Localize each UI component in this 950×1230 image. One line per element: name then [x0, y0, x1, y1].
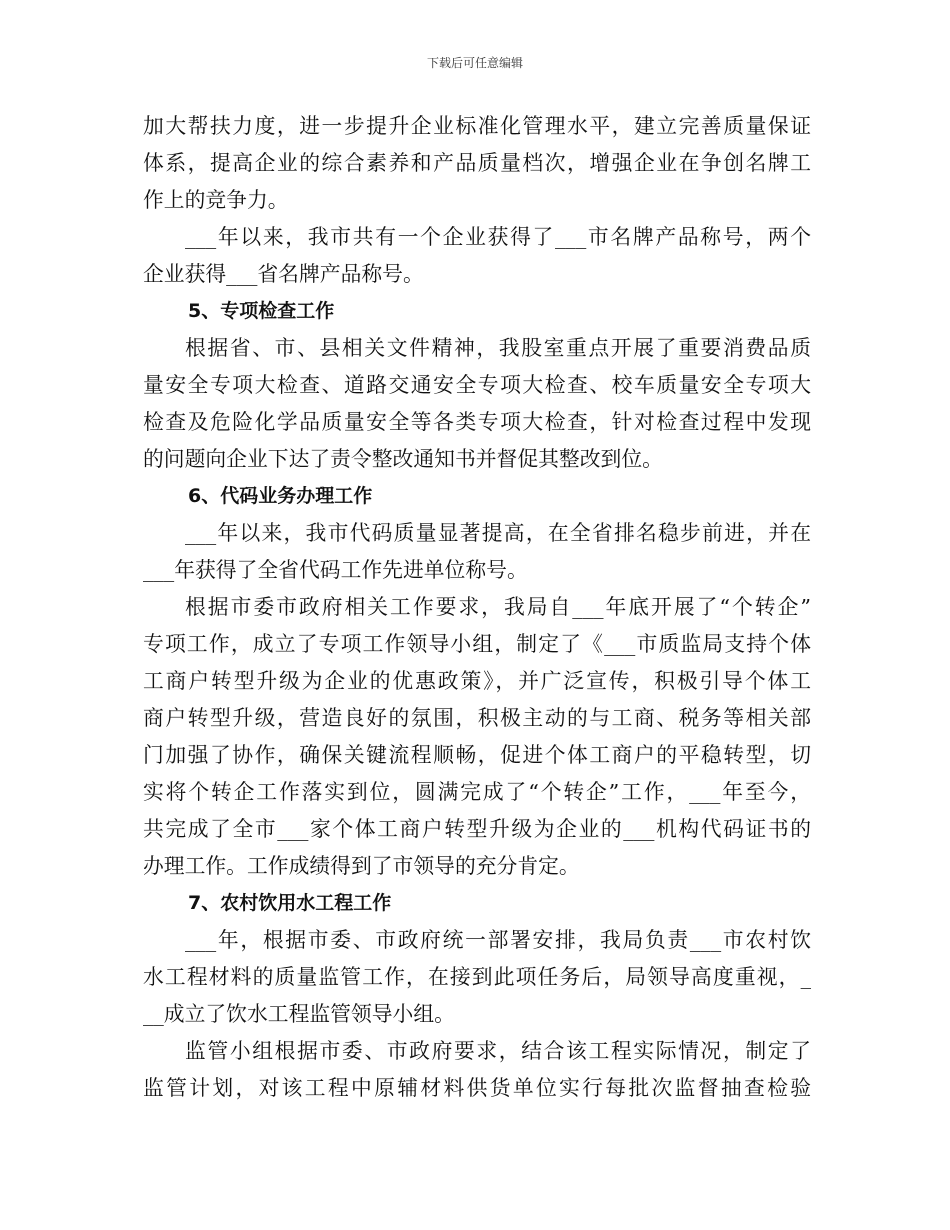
paragraph-line: 工商户转型升级为企业的优惠政策》，并广泛宣传，积极引导个体工 — [143, 669, 811, 693]
document-body — [143, 108, 811, 1107]
paragraph-line: 办理工作。工作成绩得到了市领导的充分肯定。 — [143, 854, 580, 878]
paragraph-line: 加大帮扶力度，进一步提升企业标准化管理水平，建立完善质量保证 — [143, 114, 811, 138]
paragraph-line: 作上的竞争力。 — [143, 188, 289, 212]
paragraph-line: ___年，根据市委、市政府统一部署安排，我局负责___市农村饮 — [185, 928, 811, 952]
paragraph-line: ___年以来，我市代码质量显著提高，在全省排名稳步前进，并在 — [185, 521, 811, 545]
paragraph-line: 根据市委市政府相关工作要求，我局自___年底开展了“个转企” — [185, 595, 811, 619]
paragraph-line: __成立了饮水工程监管领导小组。 — [143, 1002, 455, 1026]
paragraph-line: 企业获得___省名牌产品称号。 — [143, 262, 424, 286]
paragraph-line: 专项工作，成立了专项工作领导小组，制定了《___市质监局支持个体 — [143, 632, 811, 656]
paragraph-line: 水工程材料的质量监管工作，在接到此项任务后，局领导高度重视，_ — [143, 965, 811, 989]
section-heading: 7、农村饮用水工程工作 — [188, 892, 392, 914]
page-header-note: 下载后可任意编辑 — [426, 56, 523, 70]
paragraph-line: ___年获得了全省代码工作先进单位称号。 — [143, 558, 528, 582]
paragraph-line: 体系，提高企业的综合素养和产品质量档次，增强企业在争创名牌工 — [143, 151, 811, 175]
paragraph-line: 共完成了全市___家个体工商户转型升级为企业的___机构代码证书的 — [143, 817, 811, 841]
paragraph-line: 商户转型升级，营造良好的氛围，积极主动的与工商、税务等相关部 — [143, 706, 811, 730]
paragraph-line: 门加强了协作，确保关键流程顺畅，促进个体工商户的平稳转型，切 — [143, 743, 811, 767]
paragraph-line: 量安全专项大检查、道路交通安全专项大检查、校车质量安全专项大 — [143, 373, 811, 397]
paragraph-line: 检查及危险化学品质量安全等各类专项大检查，针对检查过程中发现 — [143, 410, 811, 434]
paragraph-line: 的问题向企业下达了责令整改通知书并督促其整改到位。 — [143, 447, 663, 471]
paragraph-line: 监管计划，对该工程中原辅材料供货单位实行每批次监督抽查检验 — [143, 1076, 811, 1100]
section-heading: 6、代码业务办理工作 — [188, 485, 373, 507]
paragraph-line: ___年以来，我市共有一个企业获得了___市名牌产品称号，两个 — [185, 225, 811, 249]
paragraph-line: 监管小组根据市委、市政府要求，结合该工程实际情况，制定了 — [185, 1039, 811, 1063]
paragraph-line: 根据省、市、县相关文件精神，我股室重点开展了重要消费品质 — [185, 336, 811, 360]
section-heading: 5、专项检查工作 — [188, 300, 335, 322]
paragraph-line: 实将个转企工作落实到位，圆满完成了“个转企”工作，___年至今， — [143, 780, 811, 804]
